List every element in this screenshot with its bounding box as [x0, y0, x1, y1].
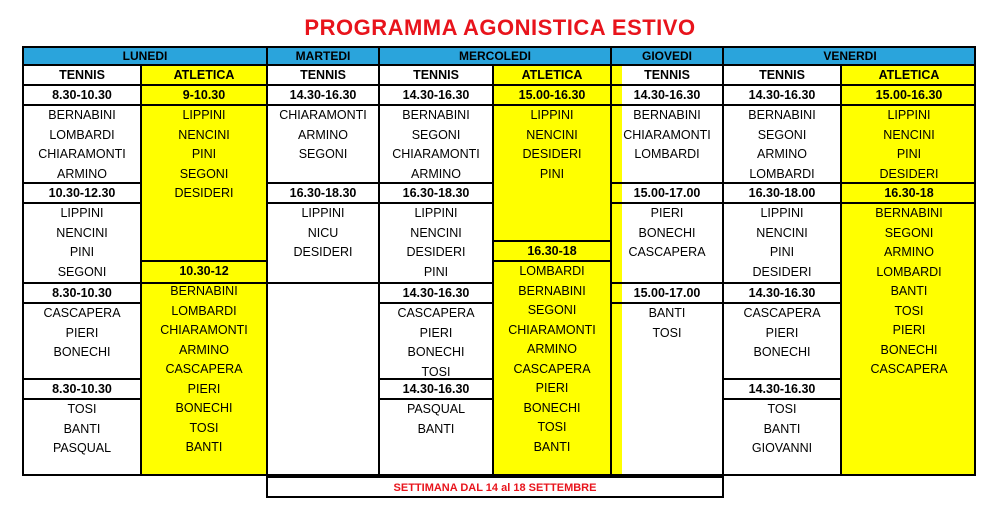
athlete-name: GIOVANNI — [751, 441, 813, 455]
athlete-name: BANTI — [417, 421, 455, 436]
time-slot: 14.30-16.30 — [402, 382, 470, 396]
athlete-name: CASCAPERA — [43, 306, 121, 320]
athlete-name: LIPPINI — [887, 108, 931, 122]
athlete-name: CHIARAMONTI — [623, 127, 711, 142]
athlete-name: TOSI — [67, 402, 97, 416]
athlete-name: PINI — [423, 264, 449, 279]
day-martedi: MARTEDI — [295, 49, 351, 63]
athlete-name: CASCAPERA — [743, 306, 821, 320]
athlete-name: SEGONI — [527, 303, 577, 317]
athlete-name: LIPPINI — [182, 108, 226, 122]
athlete-name: BERNABINI — [402, 108, 470, 122]
column-header: TENNIS — [300, 68, 346, 82]
athlete-name: TOSI — [767, 402, 797, 416]
time-slot: 15.00-17.00 — [633, 286, 701, 300]
athlete-name: DESIDERI — [522, 147, 582, 161]
athlete-name: BANTI — [648, 306, 686, 320]
athlete-name: DESIDERI — [752, 264, 812, 279]
athlete-name: BANTI — [185, 440, 223, 454]
time-slot: 10.30-12 — [179, 264, 229, 278]
athlete-name: CASCAPERA — [628, 245, 706, 259]
athlete-name: NICU — [307, 225, 339, 240]
time-slot: 16.30-18.30 — [289, 186, 357, 200]
athlete-name: TOSI — [537, 420, 567, 434]
athlete-name: SEGONI — [757, 127, 807, 142]
athlete-name: LOMBARDI — [876, 264, 942, 279]
time-slot: 16.30-18 — [884, 186, 934, 200]
athlete-name: TOSI — [894, 303, 924, 318]
athlete-name: BONECHI — [407, 345, 465, 359]
athlete-name: PASQUAL — [406, 402, 466, 416]
athlete-name: ARMINO — [527, 342, 577, 356]
athlete-name: PIERI — [65, 325, 99, 340]
time-slot: 16.30-18.00 — [748, 186, 816, 200]
day-lunedi: LUNEDI — [122, 49, 168, 63]
athlete-name: BERNABINI — [170, 284, 238, 298]
athlete-name: PIERI — [765, 325, 799, 340]
athlete-name: SEGONI — [411, 127, 461, 142]
athlete-name: BONECHI — [53, 345, 111, 359]
time-slot: 10.30-12.30 — [48, 186, 116, 200]
athlete-name: BANTI — [63, 421, 101, 436]
day-giovedi: GIOVEDI — [641, 49, 692, 63]
athlete-name: CHIARAMONTI — [38, 147, 126, 161]
athlete-name: PIERI — [535, 381, 569, 395]
athlete-name: PINI — [896, 147, 922, 161]
athlete-name: NENCINI — [756, 225, 808, 240]
time-slot: 14.30-16.30 — [748, 88, 816, 102]
athlete-name: PINI — [191, 147, 217, 161]
athlete-name: LOMBARDI — [171, 303, 237, 318]
athlete-name: LOMBARDI — [49, 127, 115, 142]
athlete-name: TOSI — [652, 325, 682, 340]
day-venerdi: VENERDI — [823, 49, 877, 63]
athlete-name: NENCINI — [178, 127, 230, 142]
athlete-name: BERNABINI — [633, 108, 701, 122]
athlete-name: CASCAPERA — [870, 362, 948, 376]
time-slot: 15.00-16.30 — [875, 88, 943, 102]
athlete-name: BANTI — [763, 421, 801, 436]
athlete-name: CHIARAMONTI — [392, 147, 480, 161]
athlete-name: PINI — [539, 166, 565, 181]
time-slot: 16.30-18.30 — [402, 186, 470, 200]
athlete-name: PIERI — [419, 325, 453, 340]
athlete-name: NENCINI — [883, 127, 935, 142]
time-slot: 14.30-16.30 — [633, 88, 701, 102]
column-header: TENNIS — [413, 68, 459, 82]
athlete-name: SEGONI — [298, 147, 348, 161]
athlete-name: TOSI — [189, 420, 219, 435]
athlete-name: BERNABINI — [518, 283, 586, 298]
time-slot: 9-10.30 — [182, 88, 226, 102]
time-slot: 8.30-10.30 — [52, 286, 112, 300]
athlete-name: NENCINI — [56, 225, 108, 240]
column-header: TENNIS — [759, 68, 805, 82]
athlete-name: LIPPINI — [301, 206, 345, 220]
athlete-name: LIPPINI — [60, 206, 104, 220]
athlete-name: ARMINO — [298, 127, 348, 142]
athlete-name: ARMINO — [411, 166, 461, 181]
athlete-name: PIERI — [187, 381, 221, 396]
athlete-name: CASCAPERA — [165, 362, 243, 376]
athlete-name: PASQUAL — [52, 441, 112, 455]
time-slot: 16.30-18 — [527, 244, 577, 258]
athlete-name: LOMBARDI — [749, 166, 815, 181]
time-slot: 15.00-17.00 — [633, 186, 701, 200]
day-mercoledi: MERCOLEDI — [459, 49, 531, 63]
time-slot: 14.30-16.30 — [748, 286, 816, 300]
athlete-name: NENCINI — [410, 225, 462, 240]
athlete-name: LIPPINI — [414, 206, 458, 220]
athlete-name: NENCINI — [526, 127, 578, 142]
athlete-name: BONECHI — [638, 225, 696, 240]
athlete-name: BERNABINI — [875, 206, 943, 220]
athlete-name: CHIARAMONTI — [508, 322, 596, 337]
athlete-name: PIERI — [892, 323, 926, 337]
time-slot: 14.30-16.30 — [402, 88, 470, 102]
column-header: ATLETICA — [878, 68, 940, 82]
footer-week: SETTIMANA DAL 14 al 18 SETTEMBRE — [393, 482, 597, 494]
athlete-name: SEGONI — [57, 264, 107, 279]
athlete-name: BANTI — [533, 439, 571, 454]
athlete-name: DESIDERI — [406, 245, 466, 259]
athlete-name: ARMINO — [884, 245, 934, 259]
athlete-name: LOMBARDI — [634, 147, 700, 161]
athlete-name: BONECHI — [753, 345, 811, 359]
athlete-name: DESIDERI — [174, 186, 234, 200]
athlete-name: ARMINO — [57, 166, 107, 181]
athlete-name: CASCAPERA — [397, 306, 475, 320]
athlete-name: LIPPINI — [530, 108, 574, 122]
page-title: PROGRAMMA AGONISTICA ESTIVO — [304, 15, 696, 40]
time-slot: 8.30-10.30 — [52, 382, 112, 396]
athlete-name: BERNABINI — [48, 108, 116, 122]
athlete-name: PIERI — [650, 206, 684, 220]
athlete-name: ARMINO — [179, 342, 229, 357]
athlete-name: DESIDERI — [879, 166, 939, 181]
athlete-name: BONECHI — [523, 400, 581, 415]
athlete-name: SEGONI — [884, 225, 934, 240]
athlete-name: DESIDERI — [293, 245, 353, 259]
column-header: ATLETICA — [521, 68, 583, 82]
athlete-name: LIPPINI — [760, 206, 804, 220]
athlete-name: ARMINO — [757, 147, 807, 161]
time-slot: 15.00-16.30 — [518, 88, 586, 102]
column-header: ATLETICA — [173, 68, 235, 82]
column-header: TENNIS — [644, 68, 690, 82]
athlete-name: BONECHI — [880, 342, 938, 357]
athlete-name: SEGONI — [179, 166, 229, 181]
athlete-name: BANTI — [890, 284, 928, 298]
athlete-name: PINI — [769, 245, 795, 259]
time-slot: 14.30-16.30 — [402, 286, 470, 300]
athlete-name: CASCAPERA — [513, 361, 591, 376]
athlete-name: BERNABINI — [748, 108, 816, 122]
athlete-name: TOSI — [421, 364, 451, 379]
time-slot: 14.30-16.30 — [748, 382, 816, 396]
athlete-name: CHIARAMONTI — [160, 323, 248, 337]
athlete-name: PINI — [69, 245, 95, 259]
athlete-name: CHIARAMONTI — [279, 108, 367, 122]
time-slot: 8.30-10.30 — [52, 88, 112, 102]
time-slot: 14.30-16.30 — [289, 88, 357, 102]
column-header: TENNIS — [59, 68, 105, 82]
athlete-name: LOMBARDI — [519, 264, 585, 278]
athlete-name: BONECHI — [175, 401, 233, 415]
